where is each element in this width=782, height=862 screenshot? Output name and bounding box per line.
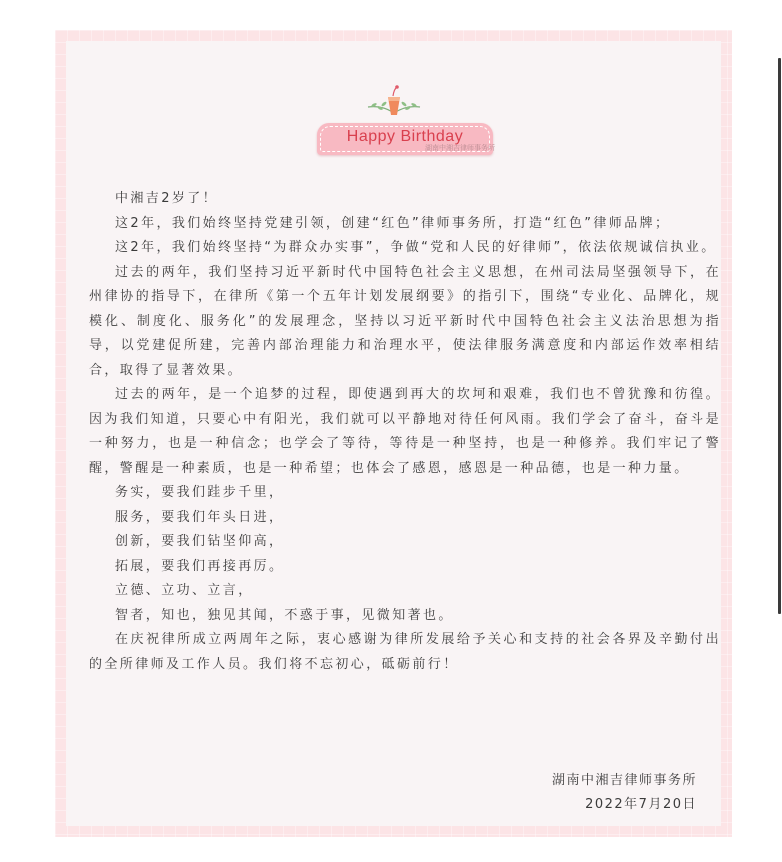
paragraph: 服务，要我们年头日进， [115, 509, 285, 525]
letter-paper [66, 41, 721, 826]
paragraph: 在庆祝律所成立两周年之际，衷心感谢为律所发展给予关心和支持的社会各界及辛勤付出的全所律师及工作人员。我们将不忘初心，砥砺前行！ [89, 632, 721, 672]
banner-watermark: 湖南中湘吉律师事务所 [425, 144, 495, 152]
letter-body [89, 187, 721, 677]
letter-card [55, 30, 732, 837]
paragraph: 过去的两年，是一个追梦的过程，即使遇到再大的坎坷和艰难，我们也不曾犹豫和彷徨。因为我们知道，只要心中有阳光，我们就可以平静地对待任何风雨。我们学会了奋斗，奋斗是一种努力，也是一种信念；也学会了等待，等待是一种坚持，也是一种修养。我们牢记了警醒，警醒是一种素质，也是一种希望；也体会了感恩，感恩是一种品德，也是一种力量。 [89, 387, 721, 476]
signature-date: 2022年7月20日 [585, 797, 697, 812]
banner-title: Happy Birthday [346, 128, 464, 145]
birthday-header [66, 79, 721, 169]
paragraph: 这2年，我们始终坚持“为群众办实事”，争做“党和人民的好律师”，依法依规诚信执业。 [115, 240, 717, 255]
cake-sprig-icon [364, 83, 424, 119]
paragraph: 立德、立功、立言， [115, 583, 254, 598]
happy-birthday-banner [317, 123, 493, 155]
paragraph: 务实，要我们跬步千里， [115, 485, 285, 500]
paragraph: 中湘吉2岁了！ [115, 191, 219, 206]
paragraph: 这2年，我们始终坚持党建引领，创建“红色”律师事务所，打造“红色”律师品牌； [115, 215, 671, 231]
signature-block [552, 769, 697, 817]
paragraph: 过去的两年，我们坚持习近平新时代中国特色社会主义思想，在州司法局坚强领导下，在州律协的指导下，在律所《第一个五年计划发展纲要》的指引下，围绕“专业化、品牌化，规模化、制度化、服务化”的发展理念，坚持以习近平新时代中国特色社会主义法治思想为指导，以党建促所建，完善内部治理能力和治理水平，使法律服务满意度和内部运作效率相结合，取得了显著效果。 [89, 264, 721, 378]
scrollbar[interactable] [778, 58, 781, 614]
paragraph: 创新，要我们钻坚仰高， [115, 534, 285, 549]
paragraph: 智者，知也，独见其闻，不惑于事，见微知著也。 [115, 607, 454, 623]
paragraph: 拓展，要我们再接再厉。 [115, 558, 285, 574]
signature-org: 湖南中湘吉律师事务所 [551, 773, 697, 788]
